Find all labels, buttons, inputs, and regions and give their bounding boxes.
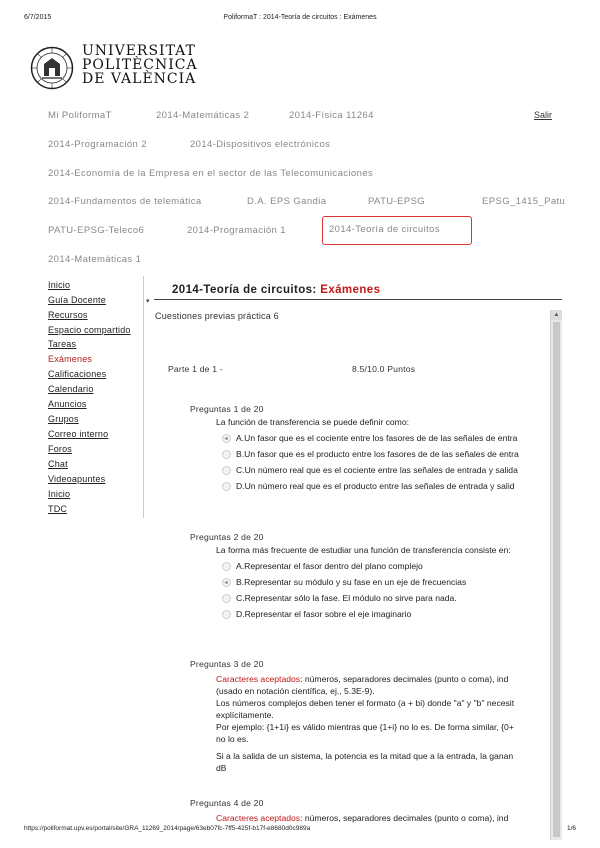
sidebar-item-recursos[interactable]: Recursos — [48, 310, 88, 320]
sidebar-item-calificaciones[interactable]: Calificaciones — [48, 369, 107, 379]
logout-link[interactable]: Salir — [534, 110, 553, 120]
nav-programacion-1[interactable]: 2014-Programación 1 — [187, 225, 286, 236]
page-title-section: Exámenes — [320, 284, 381, 296]
sidebar-item-anuncios[interactable]: Anuncios — [48, 399, 87, 409]
q2-option-b-radio[interactable] — [222, 578, 231, 587]
q1-option-a-radio[interactable] — [222, 434, 231, 443]
sidebar-item-foros[interactable]: Foros — [48, 444, 73, 454]
print-header — [24, 14, 576, 26]
logo-line-1: UNIVERSITAT — [82, 43, 196, 59]
nav-matematicas-1[interactable]: 2014-Matemáticas 1 — [48, 254, 142, 265]
part-points: 8.5/10.0 Puntos — [352, 364, 416, 374]
nav-dispositivos[interactable]: 2014-Dispositivos electrónicos — [190, 139, 331, 150]
question-4-header: Preguntas 4 de 20 — [190, 798, 264, 808]
content-scrollbar[interactable] — [550, 310, 562, 840]
q3-accepted-text: : números, separadores decimales (punto o coma), ind — [300, 674, 509, 684]
university-name — [82, 44, 198, 86]
question-1-header: Preguntas 1 de 20 — [190, 404, 264, 414]
nav-teoria-circuitos[interactable]: 2014-Teoría de circuitos — [322, 216, 472, 245]
sidebar-item-correo-interno[interactable]: Correo interno — [48, 429, 109, 439]
sidebar-item-espacio-compartido[interactable]: Espacio compartido — [48, 325, 131, 335]
q3-line-8: dB — [216, 763, 227, 773]
logo-line-3: DE VALÈNCIA — [82, 71, 197, 87]
print-page-number: 1/6 — [566, 825, 576, 832]
q3-line-5: Por ejemplo: {1+1i} es válido mientras que {1+i} no lo es. De forma similar, {0+ — [216, 722, 514, 732]
sidebar-item-grupos[interactable]: Grupos — [48, 414, 79, 424]
scrollbar-thumb[interactable] — [553, 322, 560, 837]
nav-da-eps-gandia[interactable]: D.A. EPS Gandia — [247, 196, 327, 207]
university-seal-icon — [30, 46, 74, 90]
question-2-text: La forma más frecuente de estudiar una función de transferencia consiste en: — [216, 545, 511, 555]
scroll-up-arrow-icon[interactable]: ▲ — [551, 310, 562, 320]
sidebar-item-chat[interactable]: Chat — [48, 459, 68, 469]
q1-option-c[interactable]: C.Un número real que es el cociente entre las señales de entrada y salida — [236, 465, 518, 475]
sidebar-item-inicio[interactable]: Inicio — [48, 280, 71, 290]
nav-programacion-2[interactable]: 2014-Programación 2 — [48, 139, 147, 150]
sidebar-item-inicio-2[interactable]: Inicio — [48, 489, 71, 499]
sidebar-item-examenes[interactable]: Exámenes — [48, 354, 93, 364]
nav-fundamentos-telematica[interactable]: 2014-Fundamentos de telemática — [48, 196, 202, 207]
print-url: https://poliformat.upv.es/portal/site/GRA_11269_2014/page/63eb07fc-7ff5-425f-b17f-e8680d0c989a — [24, 825, 311, 832]
sidebar-item-guia-docente[interactable]: Guía Docente — [48, 295, 106, 305]
exam-title: Cuestiones previas práctica 6 — [155, 311, 279, 321]
sidebar-item-videoapuntes[interactable]: Videoapuntes — [48, 474, 106, 484]
q1-option-c-radio[interactable] — [222, 466, 231, 475]
print-title: PoliformaT : 2014-Teoría de circuitos : Exámenes — [223, 14, 377, 21]
nav-patu-epsg-teleco6[interactable]: PATU-EPSG-Teleco6 — [48, 225, 145, 236]
nav-epsg-patu[interactable]: EPSG_1415_Patu — [482, 196, 566, 207]
q3-line-3: Los números complejos deben tener el formato (a + bi) donde "a" y "b" necesit — [216, 698, 515, 708]
q3-accepted-label: Caracteres aceptados — [216, 674, 301, 684]
upv-logo[interactable] — [30, 43, 198, 96]
nav-mi-poliformat[interactable]: Mi PoliformaT — [48, 110, 112, 121]
q3-line-6: no lo es. — [216, 734, 249, 744]
sidebar-item-tdc[interactable]: TDC — [48, 504, 68, 514]
q2-option-c[interactable]: C.Representar sólo la fase. El módulo no sirve para nada. — [236, 593, 457, 603]
exam-content — [150, 310, 550, 840]
q4-accepted-text: : números, separadores decimales (punto o coma), ind — [300, 813, 509, 823]
question-1-text: La función de transferencia se puede definir como: — [216, 417, 410, 427]
q2-option-d-radio[interactable] — [222, 610, 231, 619]
q2-option-a-radio[interactable] — [222, 562, 231, 571]
q2-option-d[interactable]: D.Representar el fasor sobre el eje imaginario — [236, 609, 412, 619]
question-3-header: Preguntas 3 de 20 — [190, 659, 264, 669]
part-label: Parte 1 de 1 - — [168, 364, 223, 374]
q3-line-2: (usado en notación científica, ej., 5.3E-9). — [216, 686, 375, 696]
sidebar-item-calendario[interactable]: Calendario — [48, 384, 94, 394]
question-4-accepted — [216, 813, 508, 823]
tool-sidebar — [30, 276, 144, 518]
q1-option-d[interactable]: D.Un número real que es el producto entre las señales de entrada y salid — [236, 481, 515, 491]
q1-option-d-radio[interactable] — [222, 482, 231, 491]
q3-line-4: explícitamente. — [216, 710, 274, 720]
print-footer — [24, 825, 576, 837]
q1-option-b[interactable]: B.Un fasor que es el producto entre los fasores de de las señales de entra — [236, 449, 519, 459]
nav-matematicas-2[interactable]: 2014-Matemáticas 2 — [156, 110, 250, 121]
q1-option-a[interactable]: A.Un fasor que es el cociente entre los fasores de de las señales de entra — [236, 433, 518, 443]
q2-option-b[interactable]: B.Representar su módulo y su fase en un eje de frecuencias — [236, 577, 467, 587]
logo-line-2: POLITÈCNICA — [82, 57, 198, 73]
collapse-caret-icon[interactable]: ▾ — [146, 298, 150, 305]
nav-fisica[interactable]: 2014-Física 11264 — [289, 110, 374, 121]
q2-option-a[interactable]: A.Representar el fasor dentro del plano complejo — [236, 561, 423, 571]
q4-accepted-label: Caracteres aceptados — [216, 813, 301, 823]
nav-economia[interactable]: 2014-Economía de la Empresa en el sector de las Telecomunicaciones — [48, 168, 374, 179]
q1-option-b-radio[interactable] — [222, 450, 231, 459]
title-divider — [154, 299, 562, 300]
sidebar-item-tareas[interactable]: Tareas — [48, 339, 77, 349]
q2-option-c-radio[interactable] — [222, 594, 231, 603]
question-3-accepted — [216, 674, 508, 684]
page-title — [172, 284, 380, 296]
question-2-header: Preguntas 2 de 20 — [190, 532, 264, 542]
nav-patu-epsg[interactable]: PATU-EPSG — [368, 196, 426, 207]
page-title-site: 2014-Teoría de circuitos: — [172, 284, 317, 296]
print-date: 6/7/2015 — [24, 14, 52, 21]
q3-line-7: Si a la salida de un sistema, la potencia es la mitad que a la entrada, la ganan — [216, 751, 514, 761]
